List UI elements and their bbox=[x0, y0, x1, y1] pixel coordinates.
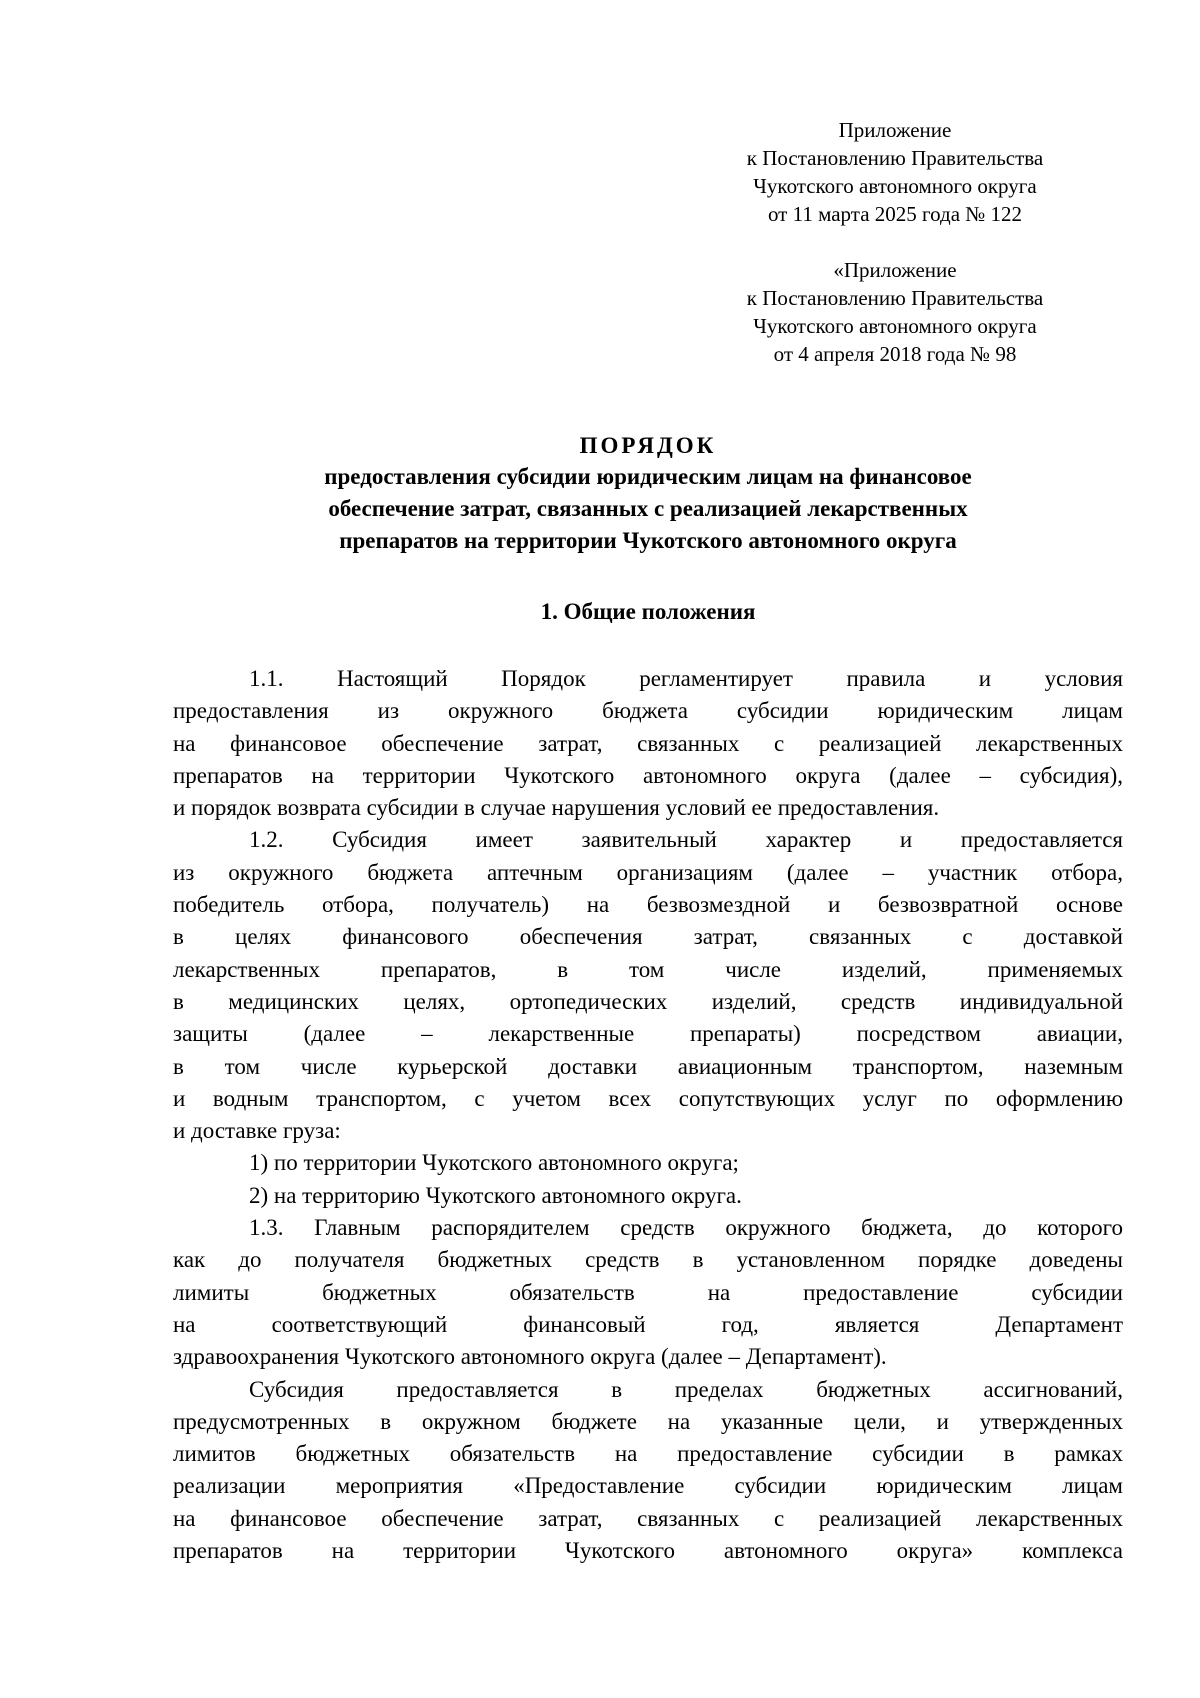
body-line: и водным транспортом, с учетом всех сопутствующих услуг по оформлению bbox=[173, 1085, 1123, 1111]
subtitle-line: предоставления субсидии юридическим лицам на финансовое bbox=[324, 464, 972, 489]
subtitle-line: препаратов на территории Чукотского автономного округа bbox=[339, 528, 957, 553]
document-subtitle bbox=[173, 461, 1123, 557]
body-line: Субсидия предоставляется в пределах бюджетных ассигнований, bbox=[249, 1376, 1123, 1402]
appendix-original bbox=[705, 256, 1085, 368]
body-line: реализации мероприятия «Предоставление субсидии юридическим лицам bbox=[173, 1473, 1123, 1499]
appendix-original-line: Чукотского автономного округа bbox=[753, 314, 1037, 338]
body-line: препаратов на территории Чукотского автономного округа (далее – субсидия), bbox=[173, 762, 1123, 788]
body-line: и порядок возврата субсидии в случае нарушения условий ее предоставления. bbox=[173, 795, 940, 821]
body-line: лимиты бюджетных обязательств на предоставление субсидии bbox=[173, 1279, 1123, 1305]
body-line: в медицинских целях, ортопедических изделий, средств индивидуальной bbox=[173, 988, 1123, 1014]
appendix-original-line: к Постановлению Правительства bbox=[746, 286, 1044, 310]
body-line: 1.1. Настоящий Порядок регламентирует правила и условия bbox=[249, 666, 1123, 691]
body-line: на соответствующий финансовый год, является Департамент bbox=[173, 1311, 1123, 1337]
document-title: ПОРЯДОК bbox=[579, 433, 717, 458]
body-text bbox=[173, 663, 1123, 1567]
appendix-current-line: Чукотского автономного округа bbox=[753, 174, 1037, 198]
subtitle-line: обеспечение затрат, связанных с реализацией лекарственных bbox=[328, 496, 968, 521]
body-line: на финансовое обеспечение затрат, связанных с реализацией лекарственных bbox=[173, 730, 1123, 756]
appendix-current-line: к Постановлению Правительства bbox=[746, 146, 1044, 170]
body-line: в том числе курьерской доставки авиационным транспортом, наземным bbox=[173, 1053, 1123, 1079]
body-line: 1) по территории Чукотского автономного округа; bbox=[249, 1150, 739, 1176]
appendix-current-line: от 11 марта 2025 года № 122 bbox=[767, 202, 1023, 226]
body-line: на финансовое обеспечение затрат, связанных с реализацией лекарственных bbox=[173, 1505, 1123, 1531]
appendix-original-line: от 4 апреля 2018 года № 98 bbox=[773, 342, 1017, 366]
body-line: 1.3. Главным распорядителем средств окружного бюджета, до которого bbox=[249, 1215, 1123, 1241]
body-line: из окружного бюджета аптечным организациям (далее – участник отбора, bbox=[173, 859, 1123, 885]
section-heading: 1. Общие положения bbox=[540, 599, 756, 624]
body-line: лимитов бюджетных обязательств на предоставление субсидии в рамках bbox=[173, 1441, 1123, 1467]
body-line: 2) на территорию Чукотского автономного округа. bbox=[249, 1182, 742, 1208]
body-line: 1.2. Субсидия имеет заявительный характер и предоставляется bbox=[249, 827, 1123, 853]
body-line: в целях финансового обеспечения затрат, связанных с доставкой bbox=[173, 924, 1123, 950]
appendix-original-line: «Приложение bbox=[833, 258, 957, 282]
body-line: препаратов на территории Чукотского автономного округа» комплекса bbox=[173, 1538, 1123, 1564]
body-line: защиты (далее – лекарственные препараты) посредством авиации, bbox=[173, 1021, 1123, 1047]
body-line: как до получателя бюджетных средств в установленном порядке доведены bbox=[173, 1247, 1123, 1273]
body-line: и доставке груза: bbox=[173, 1118, 341, 1144]
document-title-block bbox=[173, 431, 1123, 557]
body-line: победитель отбора, получатель) на безвозмездной и безвозвратной основе bbox=[173, 892, 1123, 918]
appendix-current bbox=[705, 116, 1085, 228]
body-line: здравоохранения Чукотского автономного округа (далее – Департамент). bbox=[173, 1344, 887, 1370]
appendix-current-line: Приложение bbox=[838, 118, 952, 142]
body-line: лекарственных препаратов, в том числе изделий, применяемых bbox=[173, 956, 1123, 982]
body-line: предусмотренных в окружном бюджете на указанные цели, и утвержденных bbox=[173, 1408, 1123, 1434]
body-line: предоставления из окружного бюджета субсидии юридическим лицам bbox=[173, 698, 1123, 724]
